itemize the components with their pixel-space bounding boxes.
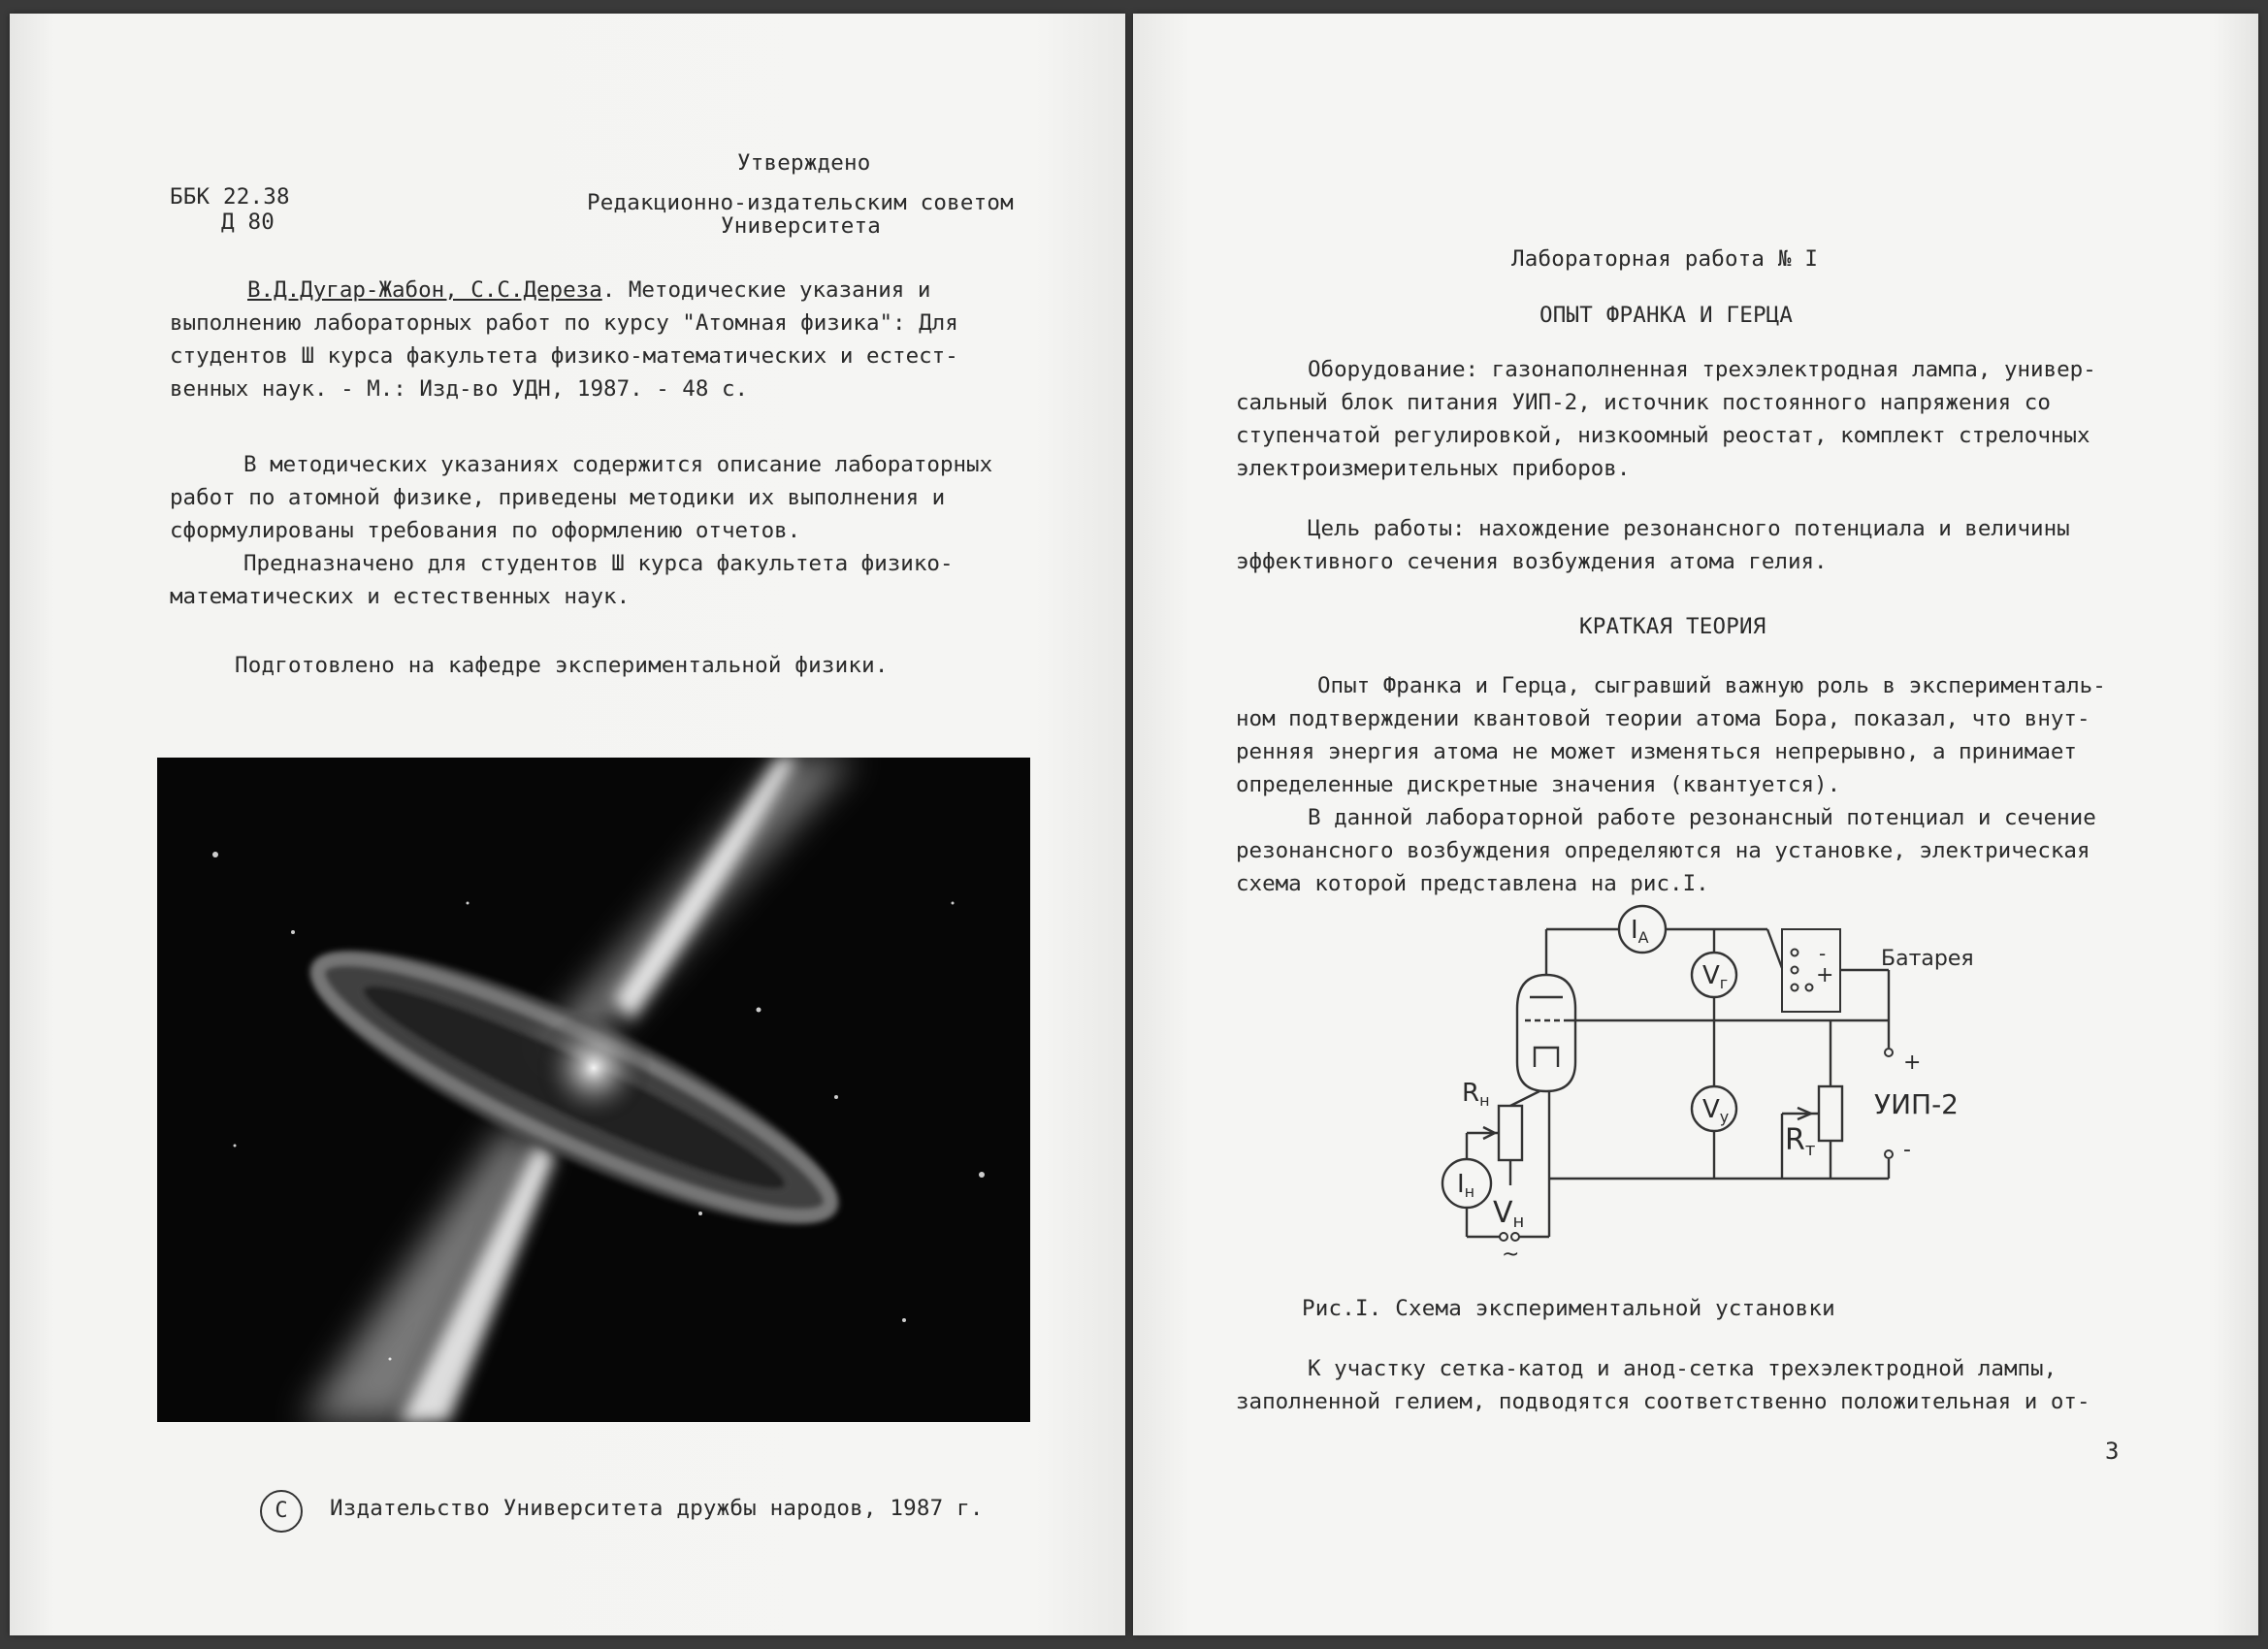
terminal-minus — [1885, 1150, 1893, 1158]
circuit-diagram — [1404, 902, 2005, 1271]
ac-symbol: ~ — [1502, 1243, 1520, 1267]
abstract-line: сформулированы требования по оформлению отчетов. — [170, 518, 801, 543]
figure-caption: Рис.I. Схема экспериментальной установки — [1302, 1296, 1835, 1321]
wire — [1767, 929, 1782, 968]
citation-line: венных наук. - М.: Изд-во УДН, 1987. - 48 с. — [170, 376, 749, 402]
terminal-plus — [1885, 1049, 1893, 1056]
abstract-line: В методических указаниях содержится описание лабораторных — [243, 452, 993, 477]
copyright-icon: C — [260, 1490, 303, 1533]
battery-minus-sign: - — [1819, 942, 1827, 965]
abstract-line: Предназначено для студентов Ш курса факультета физико- — [243, 551, 954, 576]
label-in: Iн — [1457, 1170, 1475, 1201]
theory-line: схема которой представлена на рис.I. — [1236, 871, 1709, 896]
theory-line: ном подтверждении квантовой теории атома Бора, показал, что внут- — [1236, 706, 2090, 731]
theory — [1236, 669, 2106, 900]
label-uip: УИП-2 — [1874, 1088, 1959, 1120]
citation — [170, 274, 958, 405]
terminal-ac — [1500, 1233, 1507, 1241]
wire — [1510, 1091, 1539, 1106]
terminal-ac — [1511, 1233, 1519, 1241]
theory-line: ренняя энергия атома не может изменяться непрерывно, а принимает — [1236, 739, 2077, 764]
uip-plus-sign: + — [1903, 1051, 1922, 1075]
goal-line: Цель работы: нахождение резонансного потенциала и величины — [1308, 516, 2070, 541]
equipment — [1236, 353, 2096, 485]
goal-line: эффективного сечения возбуждения атома гелия. — [1236, 549, 1828, 574]
citation-line: студентов Ш курса факультета физико-математических и естест- — [170, 343, 958, 369]
approved-by-line-2: Университета — [721, 213, 881, 239]
page-number: 3 — [2105, 1438, 2120, 1465]
approved-by-line-1: Редакционно-издательским советом — [587, 190, 1014, 215]
rheostat-rt — [1819, 1086, 1842, 1141]
theory-title: КРАТКАЯ ТЕОРИЯ — [1579, 614, 1766, 639]
battery-plus-sign: + — [1816, 963, 1834, 987]
triode-lamp — [1517, 975, 1575, 1091]
equipment-line: сальный блок питания УИП-2, источник постоянного напряжения со — [1236, 390, 2051, 415]
theory-line: В данной лабораторной работе резонансный потенциал и сечение — [1308, 805, 2096, 830]
experiment-title: ОПЫТ ФРАНКА И ГЕРЦА — [1539, 303, 1794, 328]
label-ia: IA — [1631, 916, 1649, 947]
prepared-note: Подготовлено на кафедре экспериментальной физики. — [235, 653, 889, 678]
catalog-index: Д 80 — [221, 210, 275, 235]
theory-line: определенные дискретные значения (квантуется). — [1236, 772, 1841, 797]
galaxy-illustration — [157, 758, 1030, 1422]
bottom-line: К участку сетка-катод и анод-сетка трехэлектродной лампы, — [1308, 1356, 2057, 1381]
citation-authors: В.Д.Дугар-Жабон, С.С.Дереза — [247, 277, 602, 303]
abstract — [170, 448, 992, 613]
label-vn: Vн — [1493, 1196, 1525, 1232]
lab-title: Лабораторная работа № I — [1511, 246, 1819, 272]
bottom-line: заполненной гелием, подводятся соответственно положительная и от- — [1236, 1389, 2090, 1414]
equipment-line: Оборудование: газонаполненная трехэлектродная лампа, универ- — [1308, 357, 2096, 382]
right-page — [1133, 14, 2258, 1635]
equipment-line: ступенчатой регулировкой, низкоомный реостат, комплект стрелочных — [1236, 423, 2090, 448]
label-vy: Vу — [1702, 1095, 1730, 1126]
label-rt: $R_т$ — [1785, 1123, 1816, 1160]
bbk-code: ББК 22.38 — [170, 184, 290, 210]
abstract-line: математических и естественных наук. — [170, 584, 631, 609]
theory-line: резонансного возбуждения определяются на установке, электрическая — [1236, 838, 2090, 863]
equipment-line: электроизмерительных приборов. — [1236, 456, 1631, 481]
citation-line: выполнению лабораторных работ по курсу "Атомная физика": Для — [170, 310, 958, 336]
abstract-line: работ по атомной физике, приведены методики их выполнения и — [170, 485, 946, 510]
label-rn: Rн — [1462, 1079, 1490, 1110]
galaxy-photo — [157, 758, 1030, 1422]
label-vg: Vг — [1702, 961, 1729, 992]
citation-line: . Методические указания и — [601, 277, 931, 303]
uip-minus-sign: - — [1903, 1138, 1911, 1162]
lamp-cathode — [1535, 1048, 1558, 1067]
copyright-text: Издательство Университета дружбы народов, 1987 г. — [330, 1496, 984, 1521]
theory-line: Опыт Франка и Герца, сыгравший важную роль в эксперименталь- — [1317, 673, 2106, 698]
goal — [1236, 512, 2070, 578]
approved-title: Утверждено — [737, 150, 871, 176]
label-battery: Батарея — [1881, 947, 1974, 971]
left-page — [10, 14, 1125, 1635]
bottom-paragraph — [1236, 1352, 2090, 1418]
rheostat-rn — [1499, 1106, 1522, 1160]
